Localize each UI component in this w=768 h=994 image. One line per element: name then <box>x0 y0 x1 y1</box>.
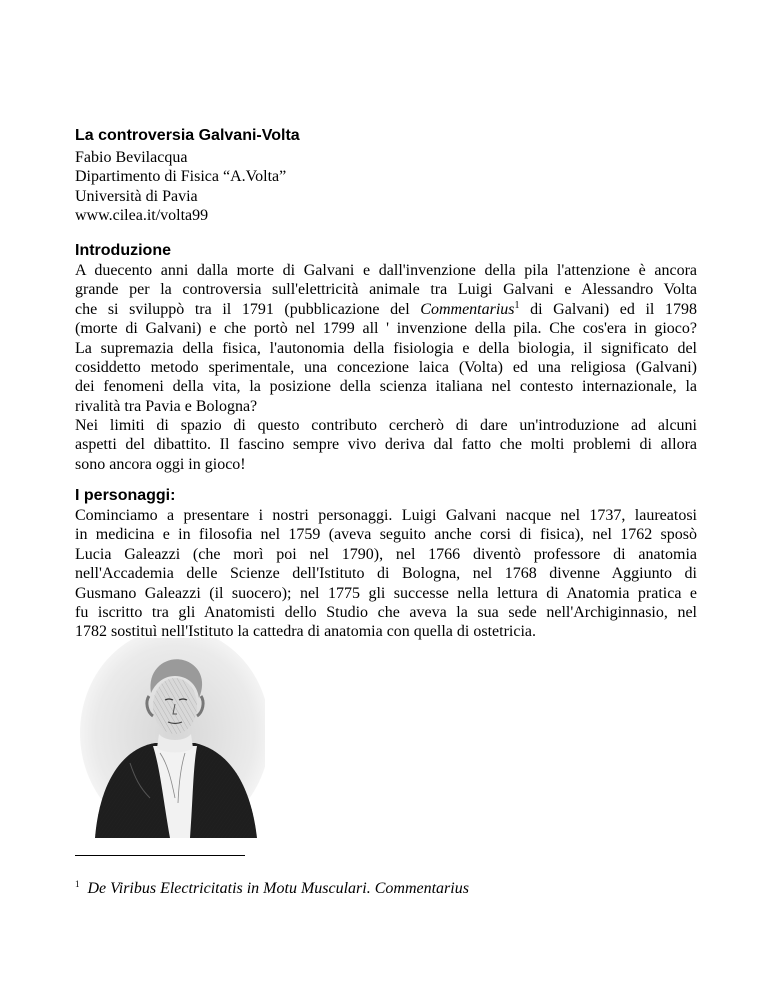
text-line: grande per la controversia sull'elettricità animale tra Luigi Galvani e Alessandro Volta <box>75 281 697 299</box>
text-line: sono ancora oggi in gioco! <box>75 455 246 473</box>
footnote-text: De Viribus Electricitatis in Motu Musculari. Commentarius <box>87 880 469 897</box>
website-link[interactable]: www.cilea.it/volta99 <box>75 206 209 224</box>
author-block <box>75 148 286 225</box>
footnote-number: 1 <box>75 879 80 889</box>
department: Dipartimento di Fisica “A.Volta” <box>75 168 287 186</box>
text-line: fu iscritto tra gli Anatomisti dello Studio che aveva la sua sede nell'Archiginnasio, nel <box>75 603 697 621</box>
commentarius-title: Commentarius <box>420 300 515 318</box>
text-line: La supremazia della fisica, l'autonomia della fisiologia e della biologia, il significato del <box>75 339 697 357</box>
author-name: Fabio Bevilacqua <box>75 149 188 166</box>
galvani-portrait-engraving <box>75 638 265 840</box>
text-line: nell'Accademia delle Scienze dell'Istituto di Bologna, nel 1768 divenne Aggiunto di <box>75 565 697 583</box>
text-line: Cominciamo a presentare i nostri personaggi. Luigi Galvani nacque nel 1737, laureatosi <box>75 507 697 524</box>
section-heading-introduzione: Introduzione <box>75 242 171 259</box>
footnote <box>75 875 469 898</box>
footnote-ref[interactable]: 1 <box>514 299 520 311</box>
text-line: A duecento anni dalla morte di Galvani e dall'invenzione della pila l'attenzione è ancora <box>75 262 697 279</box>
text-line: Lucia Galeazzi (che morì poi nel 1790), nel 1766 diventò professore di anatomia <box>75 545 697 563</box>
text-line: Gusmano Galeazzi (il suocero); nel 1775 gli successe nella lettura di Anatomia pratica e <box>75 584 697 602</box>
text-line <box>75 300 697 319</box>
footnote-separator <box>75 855 245 856</box>
intro-paragraph-1 <box>75 261 697 416</box>
text-line: dei fenomeni della vita, la posizione della scienza italiana nel contesto internazionale, la <box>75 378 697 396</box>
text-line: rivalità tra Pavia e Bologna? <box>75 397 258 415</box>
characters-paragraph <box>75 506 697 642</box>
text-line: cosiddetto metodo sperimentale, una concezione laica (Volta) ed una religiosa (Galvani) <box>75 358 697 376</box>
text-line: 1782 sostituì nell'Istituto la cattedra di anatomia con quella di ostetricia. <box>75 623 536 641</box>
text-line: in medicina e in filosofia nel 1759 (aveva seguito anche corsi di fisica), nel 1762 sposò <box>75 526 697 544</box>
text-line: Nei limiti di spazio di questo contributo cercherò di dare un'introduzione ad alcuni <box>75 417 697 434</box>
document-title: La controversia Galvani-Volta <box>75 127 300 144</box>
text-span: che si sviluppò tra il 1791 (pubblicazione del <box>75 300 421 318</box>
section-heading-personaggi: I personaggi: <box>75 487 176 504</box>
text-span: di Galvani) ed il 1798 <box>519 300 697 318</box>
university: Università di Pavia <box>75 187 198 205</box>
text-line: aspetti del dibattito. Il fascino sempre vivo deriva dal fatto che molti problemi di allora <box>75 436 697 454</box>
intro-paragraph-2 <box>75 416 697 474</box>
text-line: (morte di Galvani) e che portò nel 1799 all ' invenzione della pila. Che cos'era in gioco? <box>75 320 697 338</box>
